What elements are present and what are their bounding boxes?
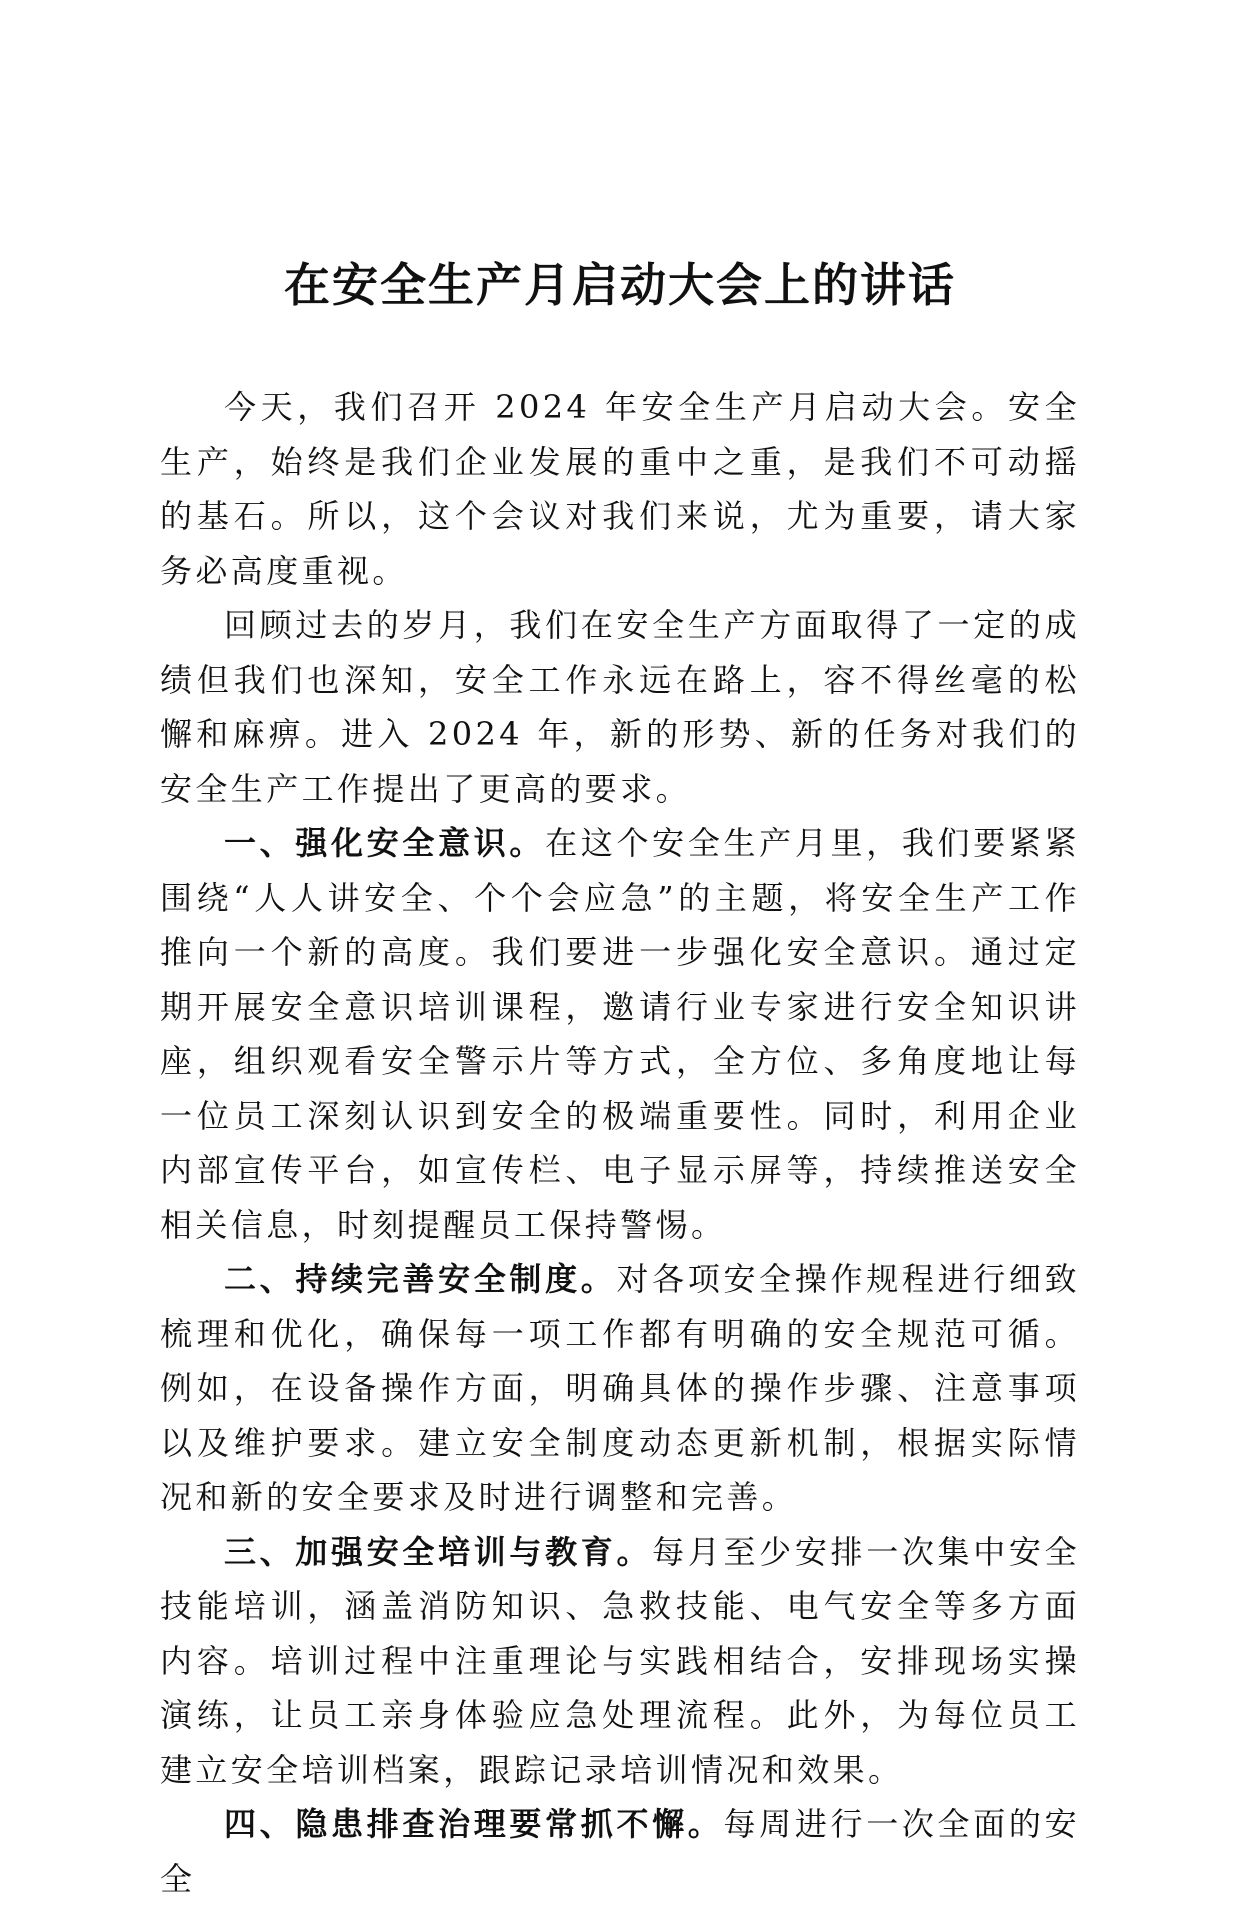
section-heading: 四、隐患排查治理要常抓不懈。	[224, 1805, 724, 1843]
paragraph-section-3	[160, 1525, 1080, 1798]
paragraph-text: 今天，我们召开 2024 年安全生产月启动大会。安全生产，始终是我们企业发展的重中之重，是我们不可动摇的基石。所以，这个会议对我们来说，尤为重要，请大家务必高度重视。	[160, 388, 1080, 590]
paragraph-section-1	[160, 816, 1080, 1252]
paragraph-opening	[160, 380, 1080, 598]
paragraph-text: 回顾过去的岁月，我们在安全生产方面取得了一定的成绩但我们也深知，安全工作永远在路上，容不得丝毫的松懈和麻痹。进入 2024 年，新的形势、新的任务对我们的安全生产工作提出了更高的要求。	[160, 606, 1080, 808]
paragraph-section-2	[160, 1252, 1080, 1525]
document-title: 在安全生产月启动大会上的讲话	[284, 258, 956, 312]
section-heading: 一、强化安全意识。	[224, 824, 546, 862]
paragraph-text: 在这个安全生产月里，我们要紧紧围绕“人人讲安全、个个会应急”的主题，将安全生产工作推向一个新的高度。我们要进一步强化安全意识。通过定期开展安全意识培训课程，邀请行业专家进行安全知识讲座，组织观看安全警示片等方式，全方位、多角度地让每一位员工深刻认识到安全的极端重要性。同时，利用企业内部宣传平台，如宣传栏、电子显示屏等，持续推送安全相关信息，时刻提醒员工保持警惕。	[160, 824, 1080, 1244]
paragraph-section-4	[160, 1797, 1080, 1906]
section-heading: 三、加强安全培训与教育。	[224, 1532, 653, 1571]
paragraph-text: 每月至少安排一次集中安全技能培训，涵盖消防知识、急救技能、电气安全等多方面内容。培训过程中注重理论与实践相结合，安排现场实操演练，让员工亲身体验应急处理流程。此外，为每位员工建立安全培训档案，跟踪记录培训情况和效果。	[160, 1532, 1080, 1789]
paragraph-text: 每周进行一次全面的安全	[160, 1805, 1080, 1898]
paragraph-review	[160, 598, 1080, 816]
document-body	[160, 380, 1080, 1906]
paragraph-text: 对各项安全操作规程进行细致梳理和优化，确保每一项工作都有明确的安全规范可循。例如，在设备操作方面，明确具体的操作步骤、注意事项以及维护要求。建立安全制度动态更新机制，根据实际情况和新的安全要求及时进行调整和完善。	[160, 1260, 1081, 1516]
section-heading: 二、持续完善安全制度。	[224, 1260, 617, 1298]
